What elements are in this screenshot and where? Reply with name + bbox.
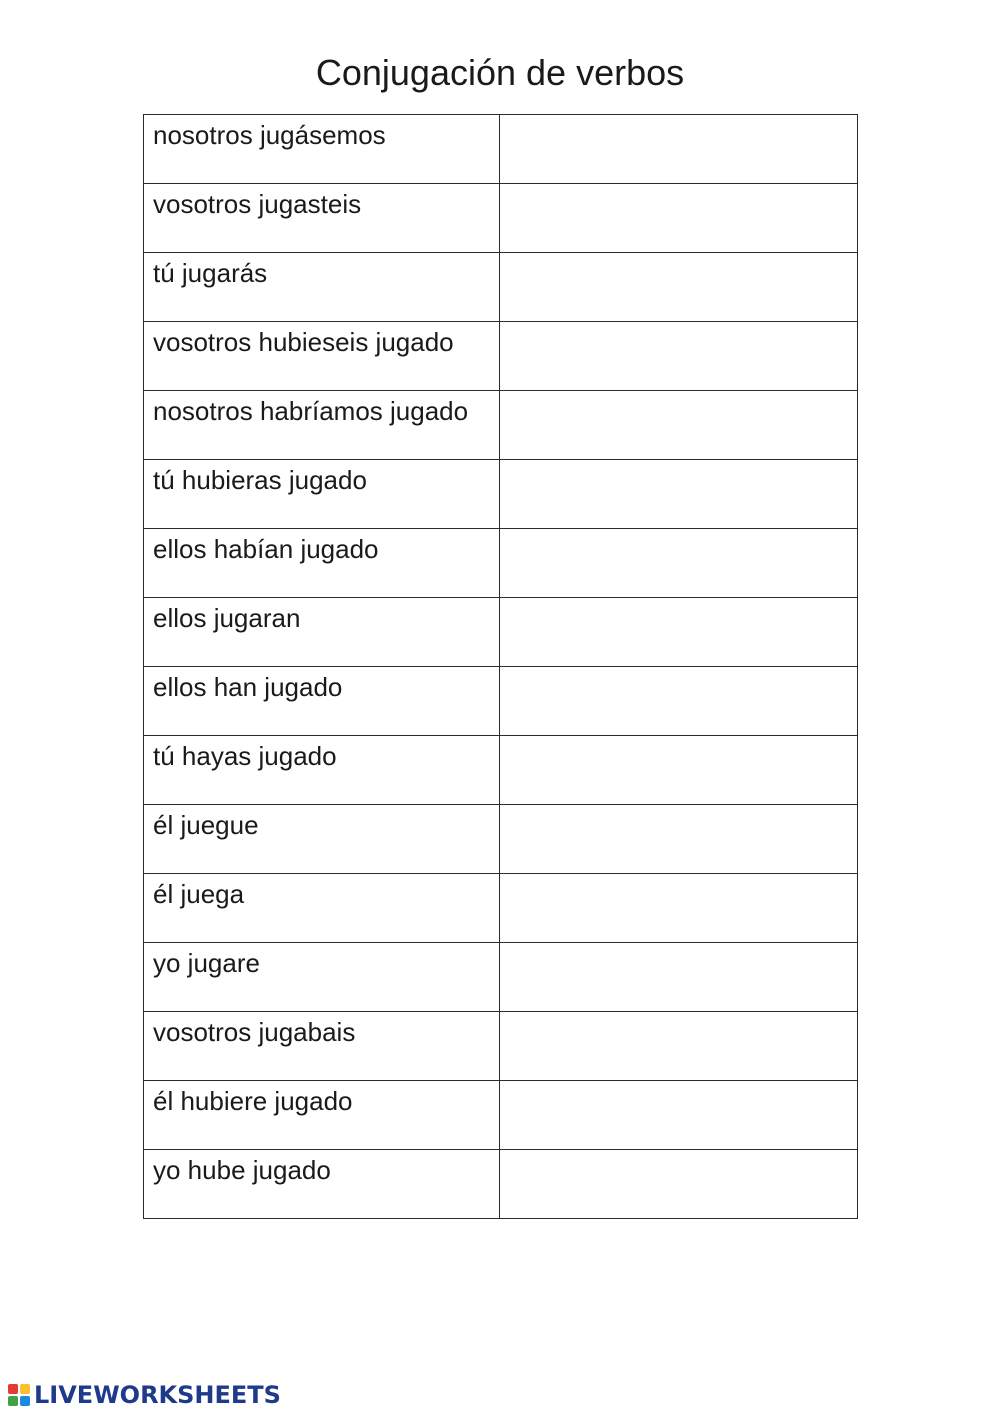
answer-cell[interactable] bbox=[500, 598, 858, 667]
verb-prompt: yo jugare bbox=[144, 943, 500, 1012]
answer-input[interactable] bbox=[500, 322, 857, 390]
table-row bbox=[144, 1012, 858, 1081]
verb-prompt: ellos han jugado bbox=[144, 667, 500, 736]
answer-cell[interactable] bbox=[500, 874, 858, 943]
verb-prompt: él hubiere jugado bbox=[144, 1081, 500, 1150]
verb-prompt: vosotros jugasteis bbox=[144, 184, 500, 253]
verb-prompt: nosotros jugásemos bbox=[144, 115, 500, 184]
verb-prompt: ellos habían jugado bbox=[144, 529, 500, 598]
answer-input[interactable] bbox=[500, 115, 857, 183]
liveworksheets-logo-icon bbox=[8, 1384, 30, 1406]
verb-prompt: nosotros habríamos jugado bbox=[144, 391, 500, 460]
logo-square-yellow bbox=[20, 1384, 30, 1394]
answer-input[interactable] bbox=[500, 874, 857, 942]
answer-cell[interactable] bbox=[500, 805, 858, 874]
verb-prompt: vosotros hubieseis jugado bbox=[144, 322, 500, 391]
verb-prompt: ellos jugaran bbox=[144, 598, 500, 667]
table-row bbox=[144, 529, 858, 598]
answer-cell[interactable] bbox=[500, 253, 858, 322]
table-row bbox=[144, 598, 858, 667]
table-row bbox=[144, 943, 858, 1012]
conjugation-table bbox=[143, 114, 858, 1219]
answer-cell[interactable] bbox=[500, 736, 858, 805]
answer-cell[interactable] bbox=[500, 460, 858, 529]
table-row bbox=[144, 115, 858, 184]
answer-cell[interactable] bbox=[500, 391, 858, 460]
table-row bbox=[144, 460, 858, 529]
answer-cell[interactable] bbox=[500, 667, 858, 736]
table-row bbox=[144, 805, 858, 874]
verb-prompt: tú hubieras jugado bbox=[144, 460, 500, 529]
table-row bbox=[144, 736, 858, 805]
answer-input[interactable] bbox=[500, 1081, 857, 1149]
answer-cell[interactable] bbox=[500, 1150, 858, 1219]
verb-prompt: tú jugarás bbox=[144, 253, 500, 322]
answer-input[interactable] bbox=[500, 529, 857, 597]
page-title: Conjugación de verbos bbox=[315, 52, 685, 93]
table-row bbox=[144, 1081, 858, 1150]
answer-cell[interactable] bbox=[500, 322, 858, 391]
table-row bbox=[144, 184, 858, 253]
answer-input[interactable] bbox=[500, 805, 857, 873]
verb-prompt: él juega bbox=[144, 874, 500, 943]
verb-prompt: él juegue bbox=[144, 805, 500, 874]
answer-input[interactable] bbox=[500, 1150, 857, 1218]
answer-input[interactable] bbox=[500, 736, 857, 804]
table-row bbox=[144, 874, 858, 943]
answer-input[interactable] bbox=[500, 391, 857, 459]
answer-cell[interactable] bbox=[500, 529, 858, 598]
table-row bbox=[144, 1150, 858, 1219]
table-row bbox=[144, 391, 858, 460]
answer-cell[interactable] bbox=[500, 943, 858, 1012]
table-row bbox=[144, 253, 858, 322]
answer-input[interactable] bbox=[500, 943, 857, 1011]
logo-square-green bbox=[8, 1396, 18, 1406]
logo-square-red bbox=[8, 1384, 18, 1394]
answer-input[interactable] bbox=[500, 598, 857, 666]
footer-logo[interactable] bbox=[8, 1380, 281, 1410]
answer-input[interactable] bbox=[500, 253, 857, 321]
table-row bbox=[144, 322, 858, 391]
answer-input[interactable] bbox=[500, 667, 857, 735]
brand-name: LIVEWORKSHEETS bbox=[34, 1381, 281, 1409]
answer-cell[interactable] bbox=[500, 1081, 858, 1150]
answer-cell[interactable] bbox=[500, 1012, 858, 1081]
answer-cell[interactable] bbox=[500, 115, 858, 184]
answer-cell[interactable] bbox=[500, 184, 858, 253]
answer-input[interactable] bbox=[500, 184, 857, 252]
answer-input[interactable] bbox=[500, 1012, 857, 1080]
answer-input[interactable] bbox=[500, 460, 857, 528]
verb-prompt: vosotros jugabais bbox=[144, 1012, 500, 1081]
logo-square-blue bbox=[20, 1396, 30, 1406]
verb-prompt: tú hayas jugado bbox=[144, 736, 500, 805]
table-body bbox=[144, 115, 858, 1219]
verb-prompt: yo hube jugado bbox=[144, 1150, 500, 1219]
table-row bbox=[144, 667, 858, 736]
